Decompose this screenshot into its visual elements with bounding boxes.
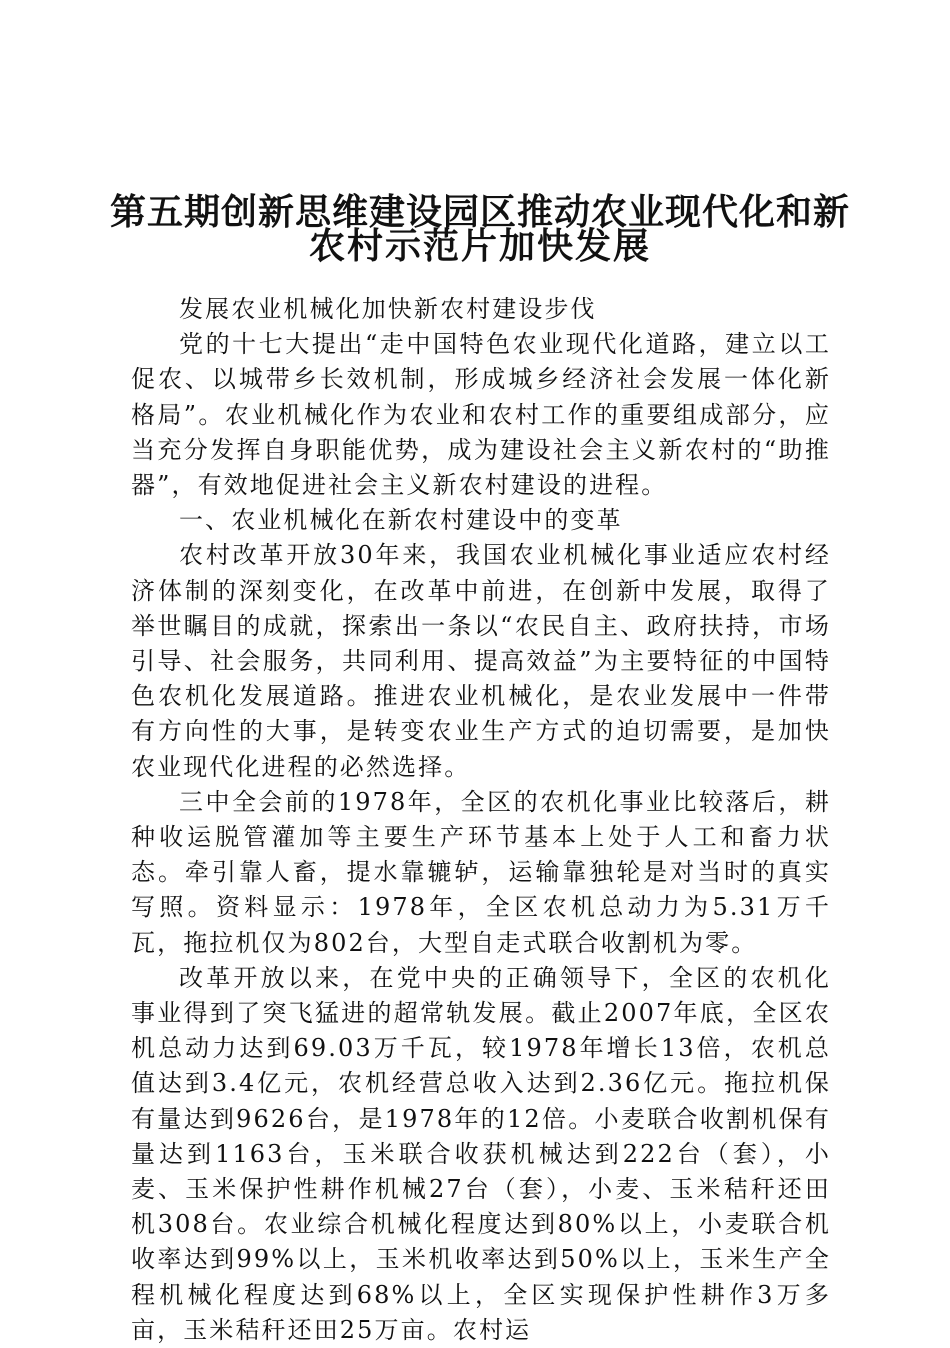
document-title-line-1: 第五期创新思维建设园区推动农业现代化和新 — [110, 191, 851, 233]
paragraph-subtitle: 发展农业机械化加快新农村建设步伐 — [179, 295, 597, 323]
paragraph-reform: 农村改革开放30年来，我国农业机械化事业适应农村经济体制的深刻变化，在改革中前进，在创新中发展，取得了举世瞩目的成就，探索出一条以“农民自主、政府扶持，市场引导、社会服务，共同利用、提高效益”为主要特征的中国特色农机化发展道路。推进农业机械化，是农业发展中一件带有方向性的大事，是转变农业生产方式的迫切需要，是加快农业现代化进程的必然选择。 — [131, 541, 831, 781]
section-heading: 一、农业机械化在新农村建设中的变革 — [179, 506, 623, 535]
document-body — [131, 292, 831, 1348]
paragraph-development: 改革开放以来，在党中央的正确领导下，全区的农机化事业得到了突飞猛进的超常轨发展。截止2007年底，全区农机总动力达到69.03万千瓦，较1978年增长13倍，农机总值达到3.4亿元，农机经营总收入达到2.36亿元。拖拉机保有量达到9626台，是1978年的12倍。小麦联合收割机保有量达到1163台，玉米联合收获机械达到222台（套），小麦、玉米保护性耕作机械27台（套），小麦、玉米秸秆还田机308台。农业综合机械化程度达到80%以上，小麦联合机收率达到99%以上，玉米机收率达到50%以上，玉米生产全程机械化程度达到68%以上，全区实现保护性耕作3万多亩，玉米秸秆还田25万亩。农村运 — [131, 963, 831, 1344]
paragraph-intro: 党的十七大提出“走中国特色农业现代化道路，建立以工促农、以城带乡长效机制，形成城乡经济社会发展一体化新格局”。农业机械化作为农业和农村工作的重要组成部分，应当充分发挥自身职能优势，成为建设社会主义新农村的“助推器”，有效地促进社会主义新农村建设的进程。 — [131, 330, 831, 500]
document-title-line-2: 农村示范片加快发展 — [308, 225, 651, 267]
paragraph-1978: 三中全会前的1978年，全区的农机化事业比较落后，耕种收运脱管灌加等主要生产环节基本上处于人工和畜力状态。牵引靠人畜，提水靠辘轳，运输靠独轮是对当时的真实写照。资料显示：1978年，全区农机总动力为5.31万千瓦，拖拉机仅为802台，大型自走式联合收割机为零。 — [131, 787, 831, 957]
